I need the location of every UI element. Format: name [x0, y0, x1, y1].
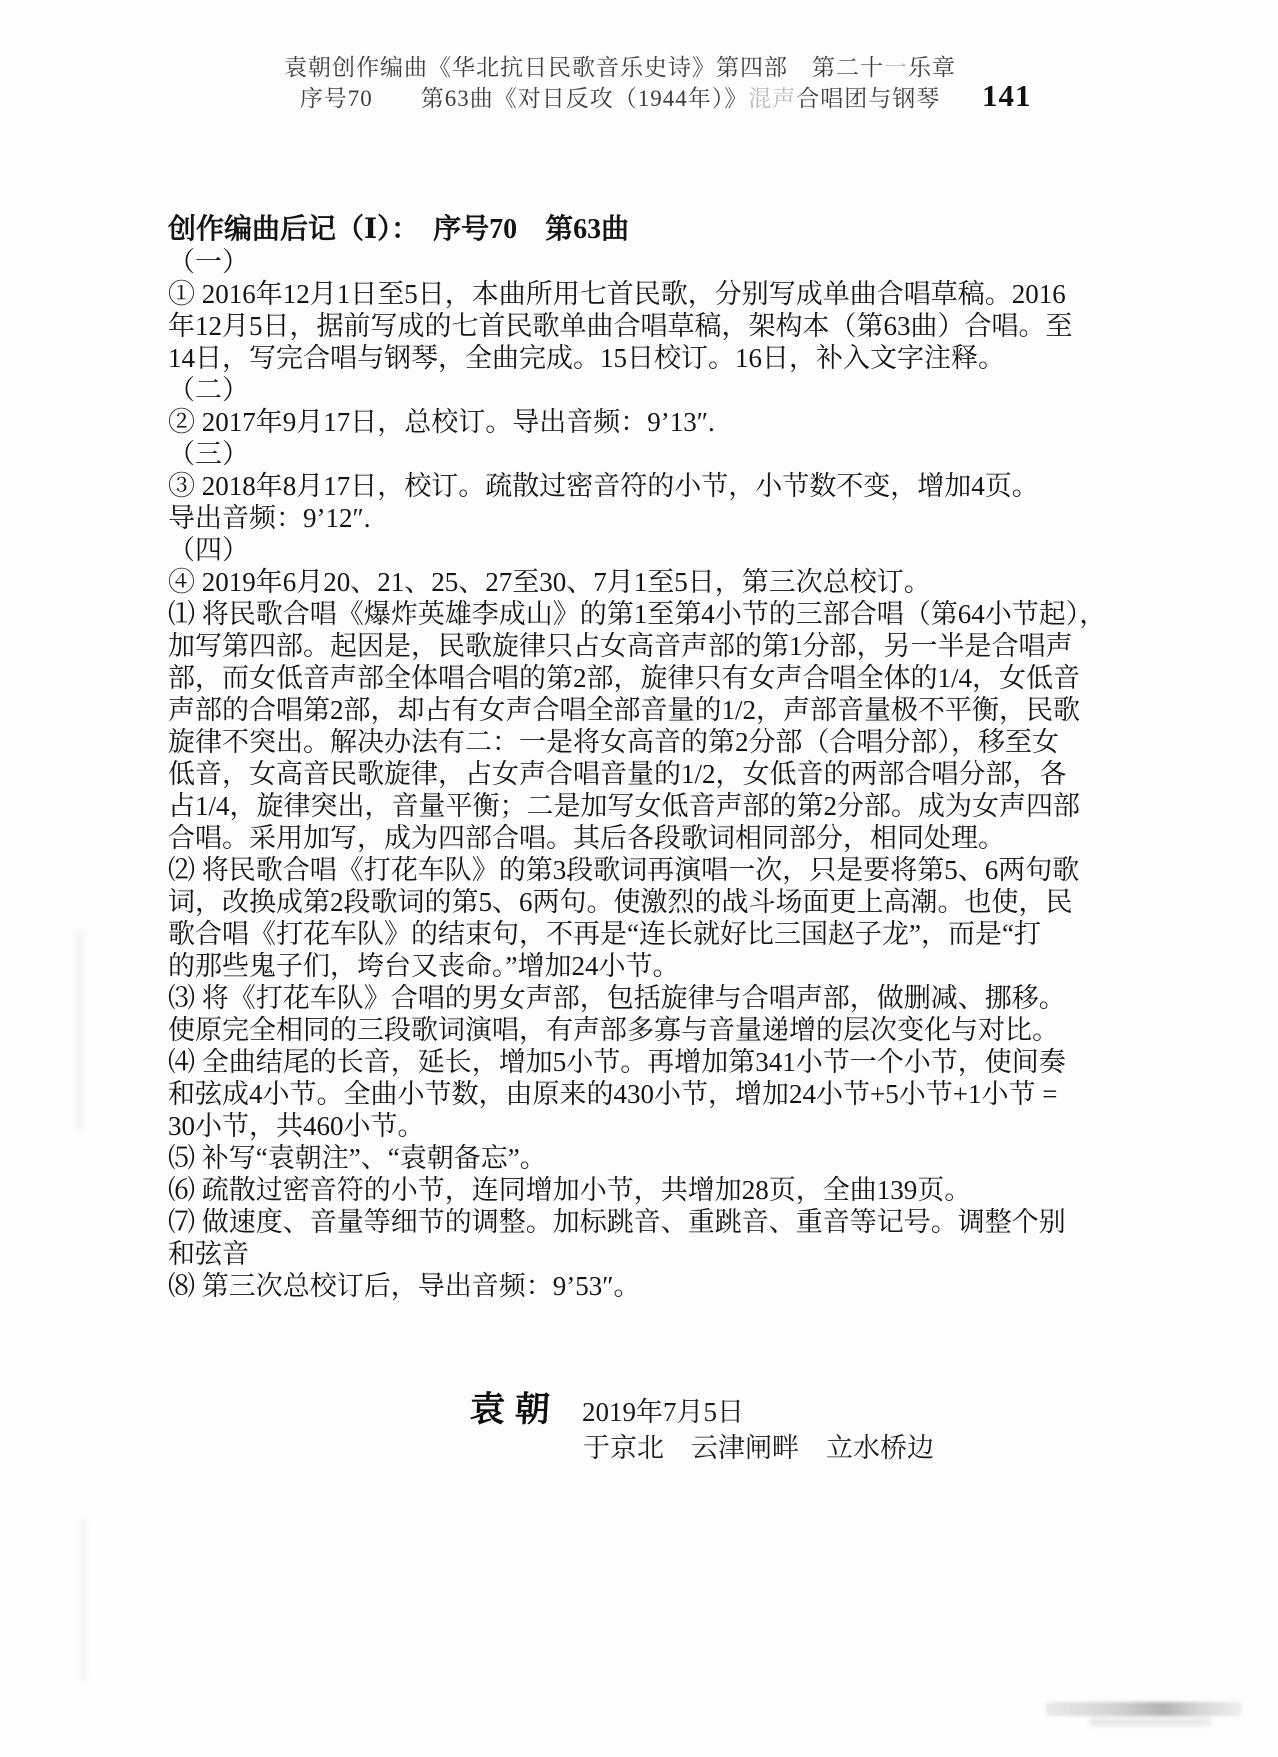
text-line: 年12月5日，据前写成的七首民歌单曲合唱草稿，架构本（第63曲）合唱。至 [168, 311, 1073, 341]
faint-watermark-secondary [1090, 1718, 1210, 1726]
text-line: ⑺ 做速度、音量等细节的调整。加标跳音、重跳音、重音等记号。调整个别 [168, 1207, 1066, 1237]
body-text [168, 214, 1168, 1302]
text-line: 低音，女高音民歌旋律，占女声合唱音量的1/2，女低音的两部合唱分部，各 [168, 759, 1067, 789]
text-line: 和弦成4小节。全曲小节数，由原来的430小节，增加24小节+5小节+1小节 = [168, 1079, 1058, 1109]
header-line2-faint-text: 混声 [748, 86, 797, 111]
text-line: ⑻ 第三次总校订后，导出音频：9’53″。 [168, 1271, 641, 1301]
text-line: ⑸ 补写“袁朝注”、“袁朝备忘”。 [168, 1143, 547, 1173]
scan-streak [76, 930, 83, 1130]
text-line: ⑴ 将民歌合唱《爆炸英雄李成山》的第1至第4小节的三部合唱（第64小节起）， [168, 599, 1107, 629]
text-line: ④ 2019年6月20、21、25、27至30、7月1至5日，第三次总校订。 [168, 567, 931, 597]
header-line2-text: 序号70 第63曲《对日反攻（1944年）》 [299, 86, 749, 111]
text-line: ⑶ 将《打花车队》合唱的男女声部，包括旋律与合唱声部，做删减、挪移。 [168, 983, 1066, 1013]
page-number: 141 [982, 78, 1032, 113]
text-line: ③ 2018年8月17日，校订。疏散过密音符的小节，小节数不变，增加4页。 [168, 471, 1039, 501]
text-line: （一） [168, 247, 249, 277]
header-line2-tail: 合唱团与钢琴 [796, 86, 941, 111]
header-line1-faint-text: 一 [884, 55, 908, 80]
page-header [0, 52, 1240, 114]
text-line: 旋律不突出。解决办法有二：一是将女高音的第2分部（合唱分部），移至女 [168, 727, 1059, 757]
signature-date: 2019年7月5日 [582, 1397, 745, 1427]
text-line: 声部的合唱第2部，却占有女声合唱全部音量的1/2，声部音量极不平衡，民歌 [168, 695, 1080, 725]
text-line: 加写第四部。起因是，民歌旋律只占女高音声部的第1分部，另一半是合唱声 [168, 631, 1073, 661]
text-line: ⑵ 将民歌合唱《打花车队》的第3段歌词再演唱一次，只是要将第5、6两句歌 [168, 855, 1080, 885]
text-line: 歌合唱《打花车队》的结束句，不再是“连长就好比三国赵子龙”，而是“打 [168, 919, 1041, 949]
signature-place: 于京北 云津闸畔 立水桥边 [583, 1433, 934, 1463]
text-line: （三） [168, 439, 249, 469]
text-line: 导出音频：9’12″. [168, 503, 371, 533]
body-lines [168, 246, 1168, 1302]
header-line1-tail: 乐章 [908, 55, 956, 80]
header-line1 [0, 52, 1240, 83]
text-line: 14日，写完合唱与钢琴，全曲完成。15日校订。16日，补入文字注释。 [168, 343, 1005, 373]
text-line: ② 2017年9月17日，总校订。导出音频：9’13″. [168, 407, 715, 437]
signature-row [470, 1382, 744, 1432]
signature-name: 袁朝 [468, 1390, 561, 1429]
text-line: （二） [168, 375, 249, 405]
text-line: ⑷ 全曲结尾的长音，延长，增加5小节。再增加第341小节一个小节，使间奏 [168, 1047, 1066, 1077]
header-line2 [0, 83, 1240, 114]
text-line: 30小节，共460小节。 [168, 1111, 425, 1141]
text-line: 使原完全相同的三段歌词演唱，有声部多寡与音量递增的层次变化与对比。 [168, 1015, 1059, 1045]
header-line1-text: 袁朝创作编曲《华北抗日民歌音乐史诗》第四部 第二十 [284, 55, 884, 80]
text-line: ⑹ 疏散过密音符的小节，连同增加小节，共增加28页，全曲139页。 [168, 1175, 972, 1205]
text-line: 的那些鬼子们，垮台又丧命。”增加24小节。 [168, 951, 680, 981]
scan-streak [80, 1520, 86, 1680]
section-title: 创作编曲后记（Ⅰ）： 序号70 第63曲 [168, 214, 630, 245]
faint-watermark [1046, 1702, 1242, 1716]
text-line: 部，而女低音声部全体唱合唱的第2部，旋律只有女声合唱全体的1/4，女低音 [168, 663, 1080, 693]
text-line: 合唱。采用加写，成为四部合唱。其后各段歌词相同部分，相同处理。 [168, 823, 1005, 853]
text-line: 和弦音 [168, 1239, 249, 1269]
text-line: （四） [168, 535, 249, 565]
text-line: 占1/4，旋律突出，音量平衡；二是加写女低音声部的第2分部。成为女声四部 [168, 791, 1080, 821]
text-line: 词，改换成第2段歌词的第5、6两句。使激烈的战斗场面更上高潮。也使，民 [168, 887, 1073, 917]
text-line: ① 2016年12月1日至5日，本曲所用七首民歌，分别写成单曲合唱草稿。2016 [168, 279, 1066, 309]
